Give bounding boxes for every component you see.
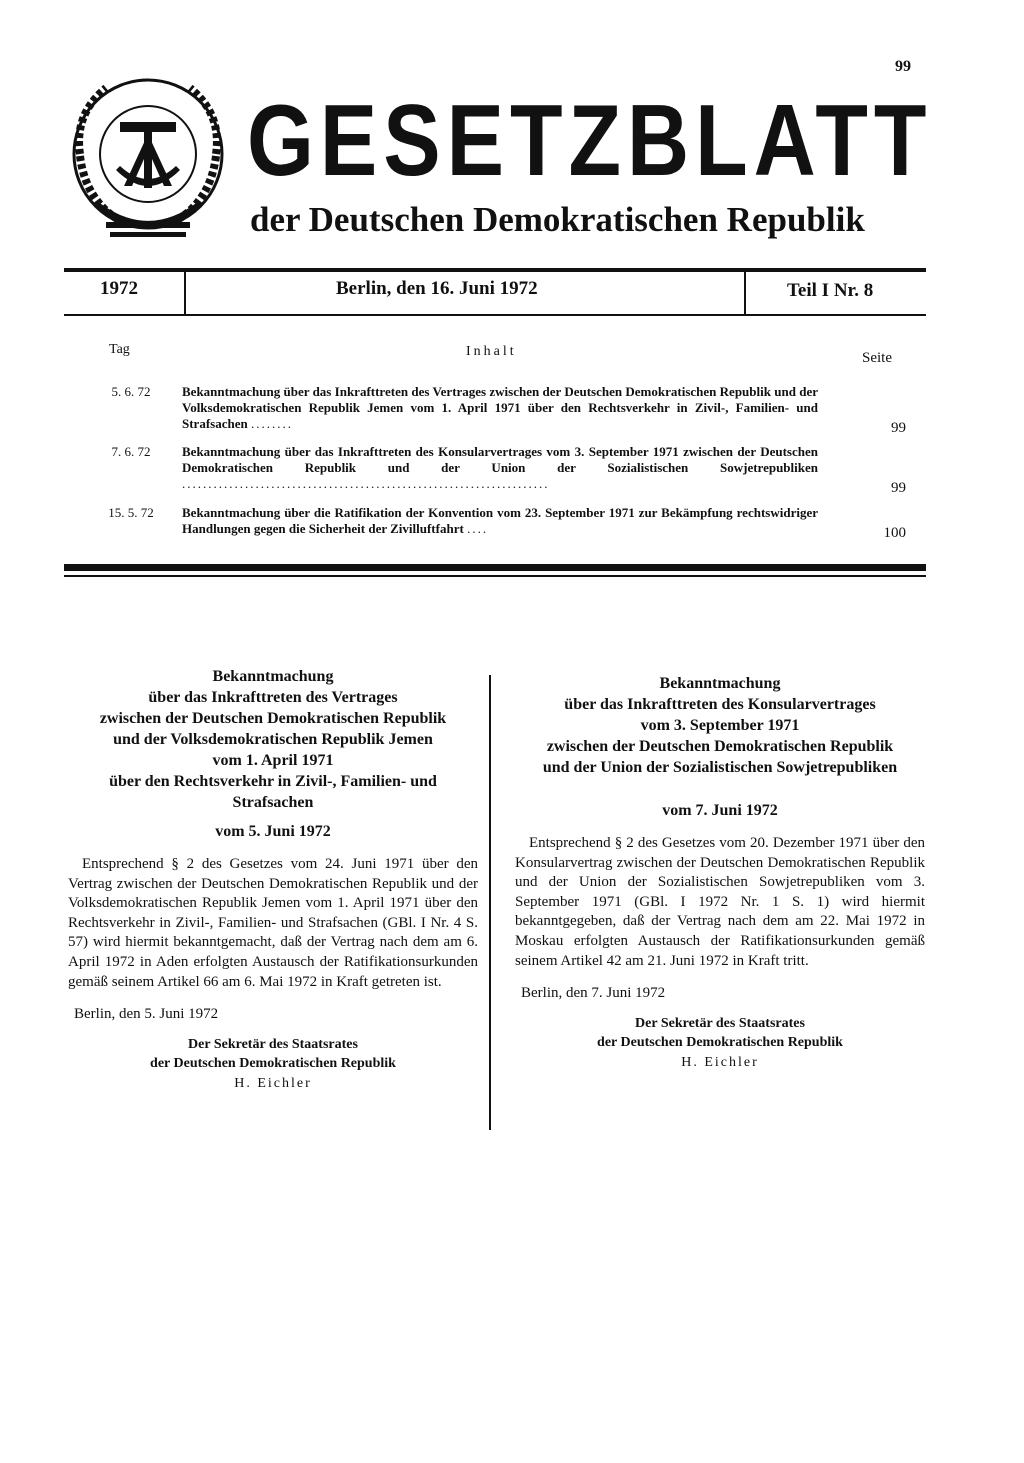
toc-rule-thick: [64, 564, 926, 571]
article-heading-line: zwischen der Deutschen Demokratischen Republik: [99, 710, 447, 727]
toc-column-seite: Seite: [862, 350, 892, 366]
toc-entry-page: 99: [891, 420, 906, 436]
signer-name: H. Eichler: [234, 1076, 312, 1092]
signer-name: H. Eichler: [681, 1055, 759, 1071]
article-heading-line: über das Inkrafttreten des Vertrages: [148, 689, 398, 706]
toc-entry-text: Bekanntmachung über das Inkrafttreten des Konsularvertrages vom 3. September 1971 zwischen der Deutschen Demokratischen Republik und der Union der Sozialistischen Sowjetrepubliken ......................................................................: [182, 444, 818, 491]
article-place-date: Berlin, den 5. Juni 1972: [74, 1006, 219, 1023]
article-heading-line: über das Inkrafttreten des Konsularvertrages: [564, 696, 876, 713]
signer-title: Der Sekretär des Staatsrates: [635, 1016, 805, 1032]
article-heading-line: vom 1. April 1971: [212, 752, 334, 769]
toc-entry-text: Bekanntmachung über das Inkrafttreten des Vertrages zwischen der Deutschen Demokratischen Republik und der Volksdemokratischen Republik Jemen vom 1. April 1971 über den Rechtsverkehr in Zivil-, Familien- und Strafsachen ........: [182, 384, 818, 431]
page-number: 99: [895, 58, 911, 75]
signer-title: der Deutschen Demokratischen Republik: [150, 1056, 396, 1072]
article-heading-line: Bekanntmachung: [659, 675, 781, 692]
signer-title: Der Sekretär des Staatsrates: [188, 1037, 358, 1053]
toc-entry-page: 99: [891, 480, 906, 496]
toc-entry-date: 7. 6. 72: [111, 444, 151, 459]
right-article: [515, 673, 925, 1071]
article-heading-line: über den Rechtsverkehr in Zivil-, Familien- und: [109, 773, 437, 790]
article-date: vom 5. Juni 1972: [215, 823, 331, 840]
toc-entry-page: 100: [883, 525, 906, 541]
issue-divider-right: [744, 272, 746, 314]
article-heading-line: vom 3. September 1971: [640, 717, 800, 734]
issue-date: Berlin, den 16. Juni 1972: [336, 278, 538, 299]
toc-rule-thin: [64, 575, 926, 577]
column-divider: [489, 675, 491, 1130]
toc-entry-date: 5. 6. 72: [111, 384, 151, 399]
toc-entry: [96, 505, 916, 545]
toc-column-inhalt: Inhalt: [466, 344, 517, 359]
header-rule-top: [64, 268, 926, 272]
signer-title: der Deutschen Demokratischen Republik: [597, 1035, 843, 1051]
toc-entry: [96, 444, 916, 496]
toc-entry-text: Bekanntmachung über die Ratifikation der Konvention vom 23. September 1971 zur Bekämpfung rechtswidriger Handlungen gegen die Sicherheit der Zivilluftfahrt ....: [182, 505, 818, 536]
article-heading-line: und der Union der Sozialistischen Sowjetrepubliken: [542, 759, 898, 776]
issue-part-number: Teil I Nr. 8: [787, 280, 874, 301]
article-body: Entsprechend § 2 des Gesetzes vom 20. Dezember 1971 über den Konsularvertrag zwischen der Deutschen Demokratischen Republik und der Union der Sozialistischen Sowjetrepubliken vom 3. September 1971 (GBl. I 1972 Nr. 1 S. 1) wird hiermit bekanntgegeben, daß der Vertrag nach dem am 22. Mai 1972 in Moskau erfolgten Austausch der Ratifikationsurkunden gemäß seinem Artikel 42 am 21. Juni 1972 in Kraft tritt.: [515, 835, 925, 969]
toc-column-tag: Tag: [109, 342, 130, 357]
article-heading-line: Bekanntmachung: [212, 668, 334, 685]
article-place-date: Berlin, den 7. Juni 1972: [521, 985, 666, 1002]
article-date: vom 7. Juni 1972: [662, 802, 778, 819]
masthead-subtitle: der Deutschen Demokratischen Republik: [250, 200, 865, 239]
issue-year: 1972: [100, 278, 138, 299]
article-body: Entsprechend § 2 des Gesetzes vom 24. Juni 1971 über den Vertrag zwischen der Deutschen Demokratischen Republik und der Volksdemokratischen Republik Jemen vom 1. April 1971 über den Rechtsverkehr in Zivil-, Familien- und Strafsachen (GBl. I Nr. 4 S. 57) wird hiermit bekanntgemacht, daß der Vertrag nach dem am 6. April 1972 in Aden erfolgten Austausch der Ratifikationsurkunden gemäß seinem Artikel 66 am 6. Mai 1972 in Kraft getreten ist.: [68, 856, 478, 990]
left-article: [68, 666, 478, 1092]
article-heading-line: zwischen der Deutschen Demokratischen Republik: [546, 738, 894, 755]
header-rule-bottom: [64, 314, 926, 316]
masthead-title: GESETZBLATT: [247, 84, 933, 198]
issue-divider-left: [184, 272, 186, 314]
toc-entry-date: 15. 5. 72: [108, 505, 154, 520]
article-heading-line: und der Volksdemokratischen Republik Jemen: [113, 731, 433, 748]
article-heading-line: Strafsachen: [232, 794, 314, 811]
toc-entry: [96, 384, 916, 436]
gdr-state-emblem-icon: [66, 74, 230, 244]
